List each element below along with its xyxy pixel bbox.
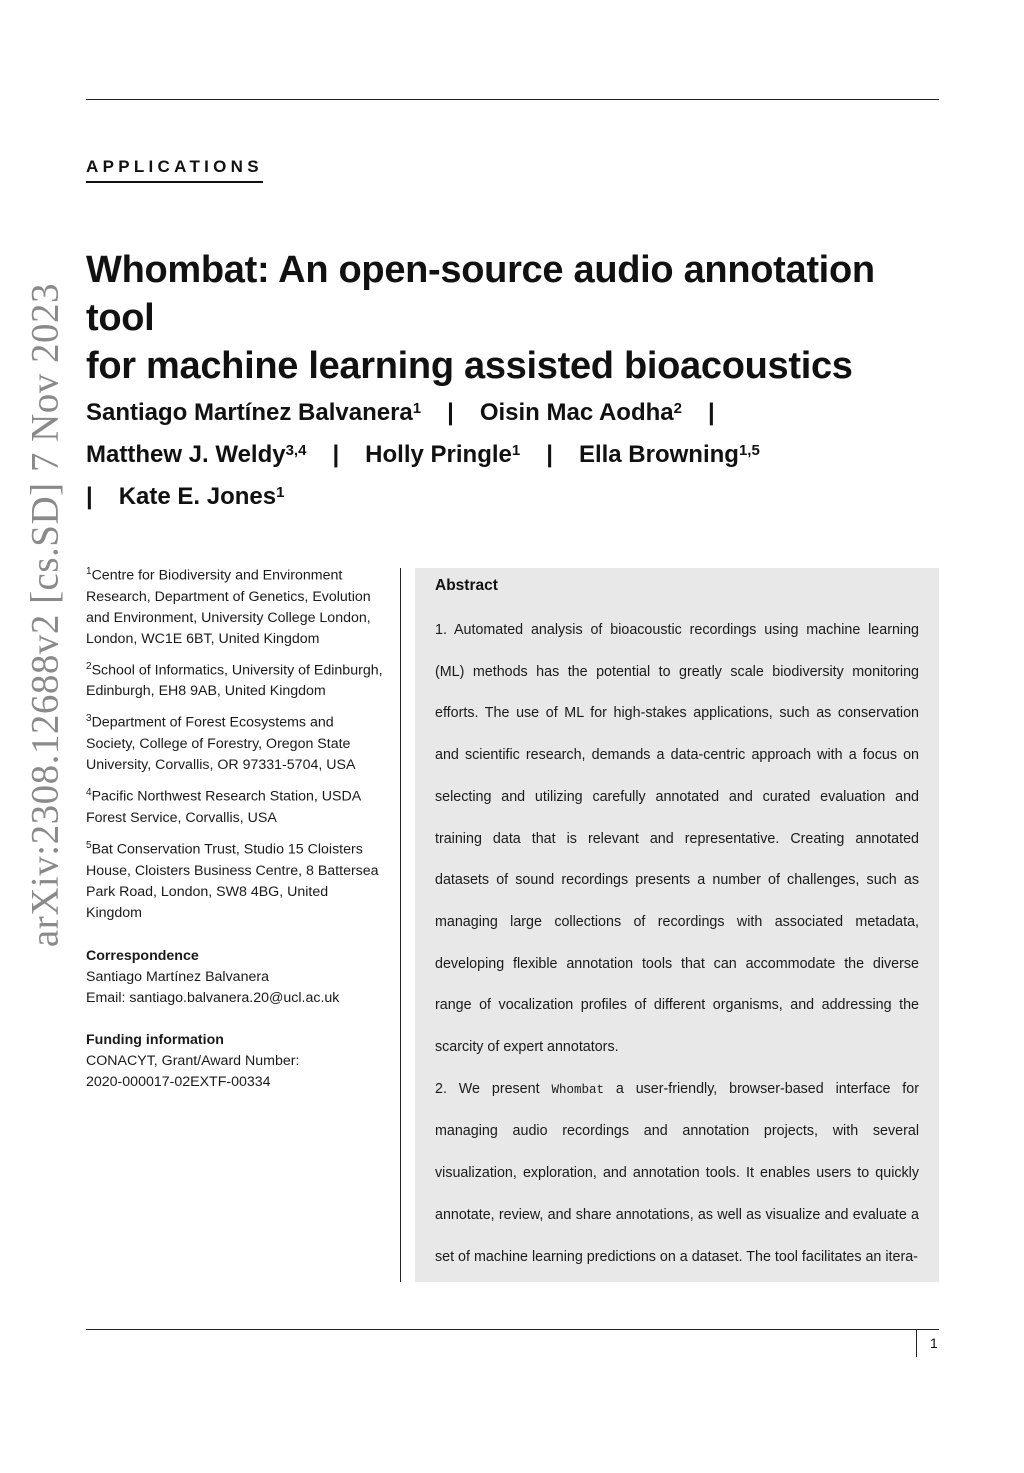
affiliation-number: 2 [86, 660, 92, 672]
sidebar-info [86, 561, 386, 1093]
author-separator: | [447, 399, 454, 426]
affiliation-text: Department of Forest Ecosystems and Society, College of Forestry, Oregon State University, Corvallis, OR 97331-5704, USA [86, 715, 356, 774]
author-separator: | [332, 441, 340, 468]
section-label: APPLICATIONS [86, 157, 263, 183]
author-line-2 [86, 434, 946, 476]
abstract-box [415, 568, 939, 1282]
title-line-2: for machine learning assisted bioacoustics [86, 345, 853, 387]
author-name: Ella Browning [578, 441, 739, 468]
author-separator: | [546, 441, 553, 468]
arxiv-stamp: arXiv:2308.12688v2 [cs.SD] 7 Nov 2023 [23, 282, 67, 948]
affiliation-number: 1 [86, 566, 92, 577]
paper-title [86, 246, 946, 390]
author-list [86, 392, 946, 518]
affiliation [86, 782, 386, 829]
author-separator: | [86, 483, 93, 510]
page-number-rule [916, 1329, 917, 1357]
abstract-paragraph-2 [435, 1069, 919, 1279]
affiliation [86, 708, 386, 776]
abstract-p2-rest: a user-friendly, browser-based interface for managing audio recordings and annotation projects, with several visualization, exploration, and annotation tools. It enables users to quickly annotate, review, and share annotations, as well as visualize and evaluate a set of machine learning predictions on a dataset. The tool facilitates an itera- [435, 1080, 919, 1265]
affiliation-text: Bat Conservation Trust, Studio 15 Cloisters House, Cloisters Business Centre, 8 Battersea Park Road, London, SW8 4BG, United Kingdom [86, 841, 379, 921]
abstract-paragraph-1: 1. Automated analysis of bioacoustic recordings using machine learning (ML) methods has the potential to greatly scale biodiversity monitoring efforts. The use of ML for high-stakes applications, such as conservation and scientific research, demands a data-centric approach with a focus on selecting and utilizing carefully annotated and curated evaluation and training data that is relevant and representative. Creating annotated datasets of sound recordings presents a number of challenges, such as managing large collections of recordings with associated metadata, developing flexible annotation tools that can accommodate the diverse range of vocalization profiles of different organisms, and addressing the scarcity of expert annotators. [435, 622, 919, 1056]
author-affil: 1 [511, 442, 521, 459]
affiliation-text: Pacific Northwest Research Station, USDA Forest Service, Corvallis, USA [86, 788, 361, 826]
title-line-1: Whombat: An open-source audio annotation tool [86, 249, 875, 339]
author-name: Holly Pringle [365, 441, 512, 468]
affiliation [86, 835, 386, 924]
author-affil: 1 [276, 484, 285, 501]
author-line-1 [86, 392, 946, 434]
author-name: Oisin Mac Aodha [479, 399, 674, 426]
header-rule [86, 99, 939, 100]
author-affil: 3,4 [285, 442, 307, 459]
affiliation-text: School of Informatics, University of Edinburgh, Edinburgh, EH8 9AB, United Kingdom [86, 662, 383, 700]
author-affil: 1 [412, 400, 422, 417]
author-affil: 1,5 [738, 442, 760, 459]
correspondence-heading: Correspondence [86, 947, 199, 964]
correspondence-email[interactable]: Email: santiago.balvanera.20@ucl.ac.uk [86, 989, 340, 1006]
affiliation-number: 3 [86, 713, 92, 725]
author-line-3 [86, 476, 946, 518]
correspondence-name: Santiago Martínez Balvanera [86, 968, 269, 985]
author-name: Matthew J. Weldy [86, 441, 286, 468]
affiliation-text: Centre for Biodiversity and Environment Research, Department of Genetics, Evolution and Environment, University College London, London, WC1E 6BT, United Kingdom [86, 567, 371, 647]
author-name: Kate E. Jones [118, 483, 277, 510]
author-affil: 2 [673, 400, 682, 417]
affiliation-number: 4 [86, 787, 92, 799]
affiliation [86, 656, 386, 703]
page-number: 1 [930, 1335, 938, 1351]
abstract-p2-prefix: 2. We present [435, 1080, 540, 1097]
author-name: Santiago Martínez Balvanera [86, 399, 413, 426]
funding-line-1: CONACYT, Grant/Award Number: [86, 1052, 300, 1069]
tool-name-code: Whombat [551, 1082, 604, 1097]
author-separator: | [707, 399, 715, 426]
footer-rule [86, 1329, 939, 1330]
abstract-heading: Abstract [435, 577, 498, 594]
funding-heading: Funding information [86, 1031, 224, 1048]
funding-line-2: 2020-000017-02EXTF-00334 [86, 1073, 271, 1090]
abstract-rule [400, 568, 401, 1282]
affiliation [86, 561, 386, 650]
affiliation-number: 5 [86, 839, 92, 851]
